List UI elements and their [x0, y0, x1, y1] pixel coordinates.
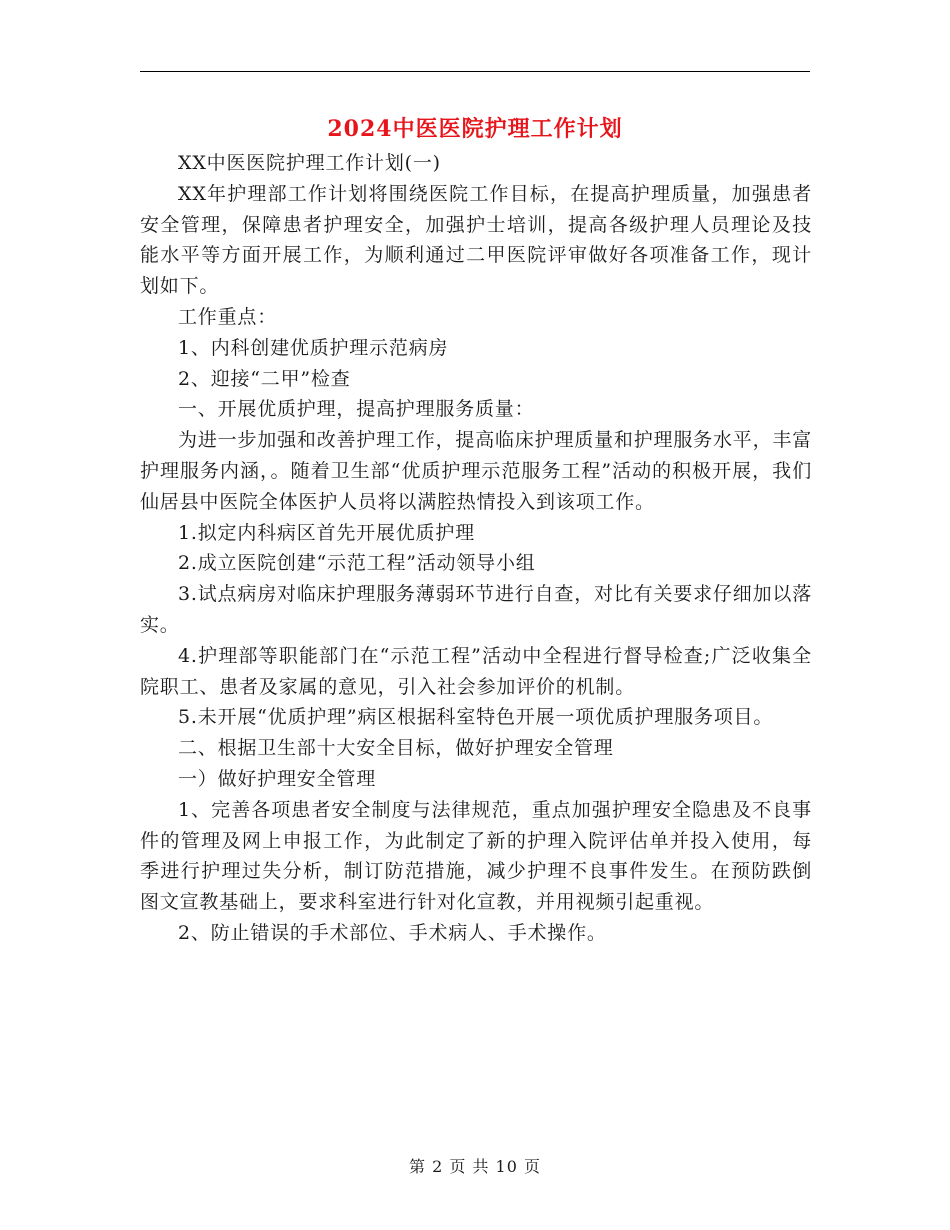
header-rule: [140, 71, 810, 72]
list-item: 5.未开展“优质护理”病区根据科室特色开展一项优质护理服务项目。: [178, 706, 774, 729]
list-item: 3.试点病房对临床护理服务薄弱环节进行自查，对比有关要求仔细加以落实。: [140, 583, 812, 636]
document-title: 2024中医医院护理工作计划: [327, 116, 623, 142]
document-body: [140, 148, 812, 949]
list-item: 4.护理部等职能部门在“示范工程”活动中全程进行督导检查;广泛收集全院职工、患者及家属的意见，引入社会参加评价的机制。: [140, 644, 812, 698]
paragraph: XX年护理部工作计划将围绕医院工作目标，在提高护理质量，加强患者安全管理，保障患者护理安全，加强护士培训，提高各级护理人员理论及技能水平等方面开展工作，为顺利通过二甲医院评审做好各项准备工作，现计划如下。: [140, 182, 812, 298]
subsection-heading: 一）做好护理安全管理: [178, 767, 377, 790]
paragraph: XX中医医院护理工作计划(一): [178, 152, 441, 174]
section-heading: 一、开展优质护理，提高护理服务质量：: [178, 398, 535, 421]
paragraph: 2、防止错误的手术部位、手术病人、手术操作。: [178, 921, 607, 944]
paragraph: 2、迎接“二甲”检查: [178, 367, 351, 390]
list-item: 2.成立医院创建“示范工程”活动领导小组: [178, 552, 536, 575]
paragraph: 工作重点：: [178, 305, 278, 328]
paragraph: 1、完善各项患者安全制度与法律规范，重点加强护理安全隐患及不良事件的管理及网上申报工作，为此制定了新的护理入院评估单并投入使用，每季进行护理过失分析，制订防范措施，减少护理不良事件发生。在预防跌倒图文宣教基础上，要求科室进行针对化宣教，并用视频引起重视。: [140, 798, 812, 914]
list-item: 1.拟定内科病区首先开展优质护理: [178, 521, 475, 544]
paragraph: 为进一步加强和改善护理工作，提高临床护理质量和护理服务水平，丰富护理服务内涵，。随着卫生部“优质护理示范服务工程”活动的积极开展，我们仙居县中医院全体医护人员将以满腔热情投入到该项工作。: [140, 429, 812, 513]
paragraph: 1、内科创建优质护理示范病房: [178, 336, 449, 359]
section-heading: 二、根据卫生部十大安全目标，做好护理安全管理: [178, 737, 614, 760]
page-footer: 第 2 页 共 10 页: [409, 1157, 541, 1176]
